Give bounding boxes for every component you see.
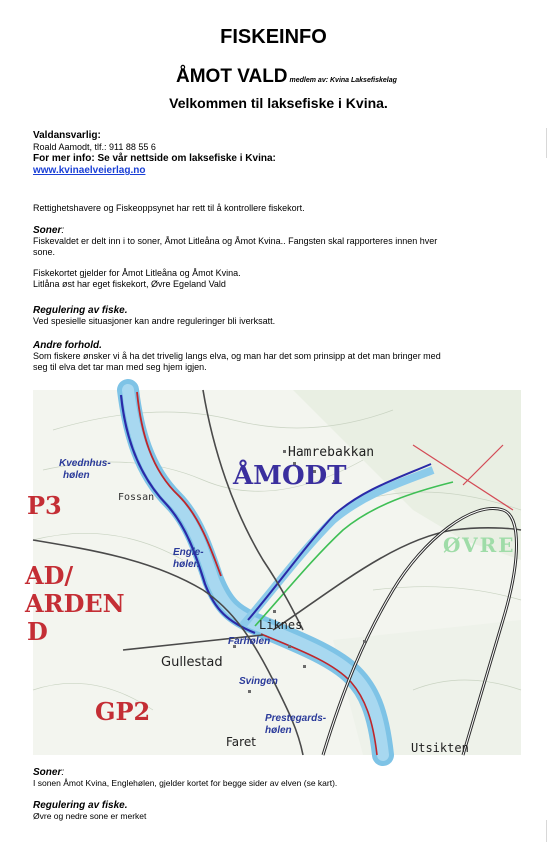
label-kvednhus-2: hølen (63, 470, 90, 481)
label-utsikten: Utsikten (411, 741, 469, 755)
subtitle-text: ÅMOT VALD (176, 66, 288, 87)
contact-block (33, 130, 276, 176)
kort-line-2: Litlåna øst har eget fiskekort, Øvre Egeland Vald (33, 279, 226, 289)
label-hamrebakkan: Hamrebakkan (288, 445, 375, 460)
label-arden: ARDEN (25, 589, 125, 618)
label-p3: P3 (27, 491, 62, 520)
welcome-heading: Velkommen til laksefiske i Kvina. (169, 95, 388, 111)
member-note: medlem av: Kvina Laksefiskelag (289, 77, 397, 84)
fishing-map (25, 390, 521, 755)
responsible-name: Roald Aamodt, tlf.: 911 88 55 6 (33, 142, 156, 152)
label-englehølen-2: hølen (173, 559, 200, 570)
bottom-regulering-heading: Regulering av fiske. (33, 800, 128, 811)
label-fossan: Fossan (118, 492, 155, 503)
label-prestegardsholen-2: hølen (265, 725, 292, 736)
soner-text-cont: sone. (33, 247, 56, 257)
bottom-regulering-text: Øvre og nedre sone er merket (33, 811, 147, 821)
regulering-text: Ved spesielle situasjoner kan andre reguleringer bli iverksatt. (33, 316, 276, 326)
more-info-text: For mer info: Se vår nettside om laksefiske i Kvina: (33, 153, 276, 164)
regulering-section (33, 305, 275, 327)
label-gp2: GP2 (95, 697, 151, 726)
label-amodt: ÅMODT (233, 461, 347, 491)
label-farhølen: Farhølen (228, 636, 271, 647)
andre-line-1: Som fiskere ønsker vi å ha det trivelig langs elva, og man har det som prinsipp at det man bringer med (33, 351, 441, 361)
kort-line-1: Fiskekortet gjelder for Åmot Litleåna og Åmot Kvina. (33, 268, 241, 278)
page-subtitle (176, 66, 397, 88)
bottom-soner-text: I sonen Åmot Kvina, Englehølen, gjelder kortet for begge sider av elven (se kart). (33, 778, 338, 788)
bottom-soner-section (33, 767, 337, 789)
map-canvas (25, 390, 521, 755)
bottom-regulering-section (33, 800, 146, 822)
soner-heading: Soner: (33, 225, 65, 236)
regulering-heading: Regulering av fiske. (33, 305, 128, 316)
label-liknes: Liknes (259, 618, 303, 632)
responsible-label: Valdansvarlig: (33, 130, 101, 141)
andre-section (33, 340, 441, 373)
andre-heading: Andre forhold. (33, 340, 102, 351)
label-faret: Faret (226, 735, 256, 749)
label-englehølen: Engle- (173, 547, 204, 558)
label-prestegardsholen: Prestegards- (265, 713, 327, 724)
soner-section (33, 225, 437, 258)
label-gullestad: Gullestad (161, 655, 223, 670)
soner-text: Fiskevaldet er delt inn i to soner, Åmot Litleåna og Åmot Kvina.. Fangsten skal rapporteres innen hver (33, 236, 438, 246)
rights-text: Rettighetshavere og Fiskeoppsynet har rett til å kontrollere fiskekort. (33, 203, 305, 213)
bottom-soner-heading: Soner: (33, 767, 65, 778)
label-svingen: Svingen (239, 676, 278, 687)
label-kvednhus: Kvednhus- (59, 458, 111, 469)
kort-section (33, 268, 241, 290)
label-d: D (27, 617, 48, 646)
label-ad: AD/ (25, 561, 74, 590)
page-title: FISKEINFO (220, 26, 327, 48)
label-ovre: ØVRE (443, 533, 516, 557)
andre-line-2: seg til elva det tar man med seg hjem igjen. (33, 362, 207, 372)
website-link[interactable]: www.kvinaelveierlag.no (33, 165, 146, 176)
